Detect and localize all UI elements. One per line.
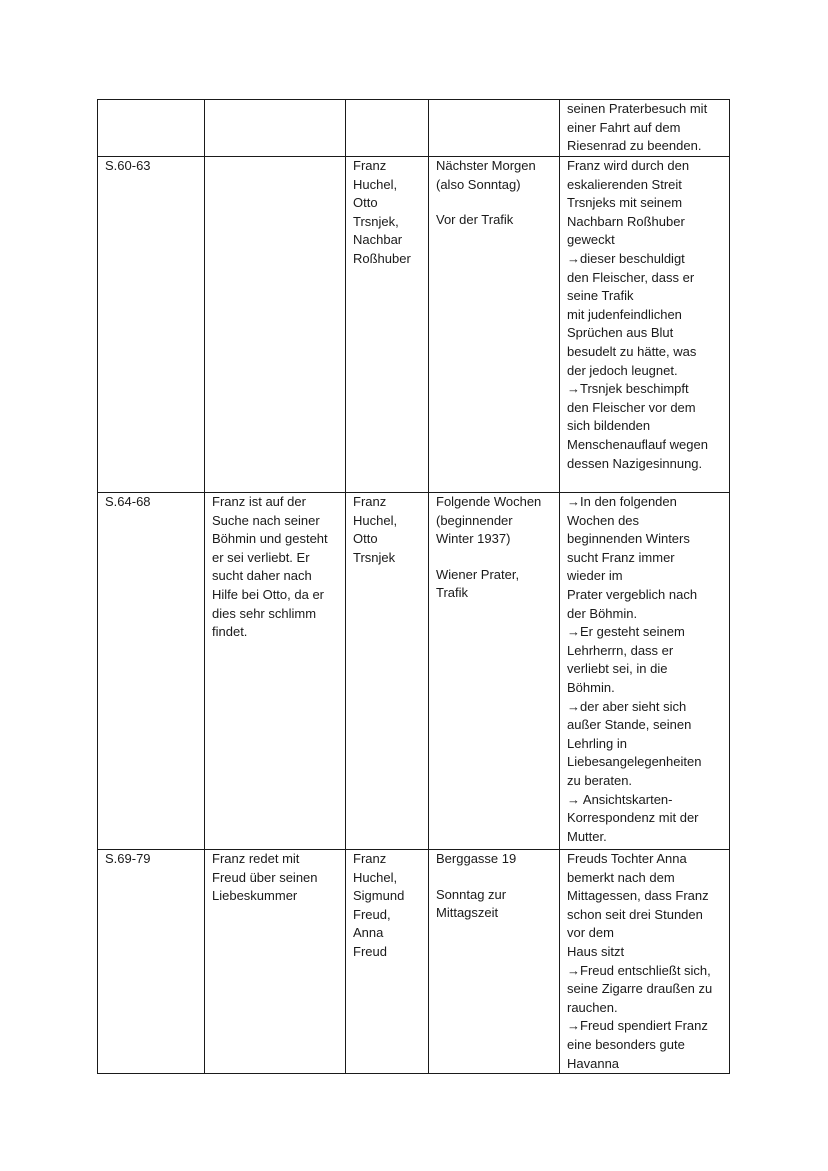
cell-line: Korrespondenz mit der [567,810,699,826]
cell-line: Roßhuber [353,250,411,266]
cell-line: Nächster Morgen [436,158,536,173]
cell-line: Mittagszeit [436,905,499,921]
cell-line: Trsnjek [353,549,396,565]
cell-line: Otto [353,531,378,547]
page-range: S.64-68 [105,494,151,509]
cell-details [560,100,730,157]
cell-line: Nachbarn Roßhuber [567,213,685,229]
cell-line: seine Trafik [567,288,634,304]
cell-line: mit judenfeindlichen [567,306,682,322]
cell-line: Sigmund [353,888,405,904]
cell-line: Franz wird durch den [567,158,690,173]
cell-line: →der aber sieht sich [567,698,687,714]
cell-line: geweckt [567,232,615,248]
cell-line: Freud [353,943,387,959]
cell-line: bemerkt nach dem [567,869,675,885]
cell-line: Franz ist auf der [212,494,306,509]
cell-details [560,157,730,493]
cell-line: Berggasse 19 [436,851,517,866]
cell-line: Liebesangelegenheiten [567,754,702,770]
cell-line: Franz [353,851,387,866]
cell-page [98,493,205,850]
cell-line: sucht daher nach [212,568,312,584]
cell-line: außer Stande, seinen [567,717,692,733]
cell-line: →Freud spendiert Franz [567,1018,708,1034]
cell-line: Otto [353,195,378,211]
cell-time-place [429,157,560,493]
cell-line: der Böhmin. [567,605,638,621]
cell-line: →Er gesteht seinem [567,624,685,640]
cell-summary [205,493,346,850]
cell-line: Sprüchen aus Blut [567,325,674,341]
cell-line: Franz [353,158,387,173]
cell-line: →In den folgenden [567,494,677,509]
cell-line: den Fleischer, dass er [567,269,695,285]
cell-line: Freuds Tochter Anna [567,851,687,866]
cell-line: Trsnjek, [353,213,399,229]
cell-line: sich bildenden [567,418,651,434]
table-row [98,493,730,850]
cell-line: Huchel, [353,869,398,885]
cell-line: Mittagessen, dass Franz [567,888,709,904]
summary-table [97,99,730,1074]
cell-line: vor dem [567,925,614,941]
cell-line: zu beraten. [567,772,633,788]
cell-line: Trsnjeks mit seinem [567,195,683,211]
cell-line: Franz redet mit [212,851,300,866]
cell-line: besudelt zu hätte, was [567,343,697,359]
cell-characters [346,157,429,493]
line-gap [436,869,553,886]
cell-page [98,100,205,157]
cell-line: Menschenauflauf wegen [567,436,708,452]
cell-line: den Fleischer vor dem [567,399,696,415]
cell-line: findet. [212,624,248,640]
cell-page [98,157,205,493]
cell-line: Trafik [436,585,469,601]
cell-details [560,493,730,850]
cell-line: dessen Nazigesinnung. [567,455,703,471]
cell-line: Huchel, [353,512,398,528]
cell-line: Prater vergeblich nach [567,586,698,602]
cell-line: einer Fahrt auf dem [567,119,681,135]
cell-line: Suche nach seiner [212,512,320,528]
cell-characters [346,100,429,157]
cell-line: Böhmin. [567,679,615,695]
cell-line: Folgende Wochen [436,494,542,509]
line-gap [436,194,553,211]
cell-line: seinen Praterbesuch mit [567,101,708,116]
cell-line: Havanna [567,1055,620,1071]
table-row [98,157,730,493]
cell-summary [205,157,346,493]
cell-line: Franz [353,494,387,509]
cell-characters [346,493,429,850]
cell-line: → Ansichtskarten- [567,791,673,807]
cell-line: dies sehr schlimm [212,605,317,621]
cell-line: Wiener Prater, [436,566,520,582]
cell-line: →Trsnjek beschimpft [567,381,689,397]
cell-line: (beginnender [436,512,513,528]
cell-line: Freud über seinen [212,869,318,885]
cell-time-place [429,850,560,1074]
cell-line: Winter 1937) [436,531,511,547]
cell-line: Sonntag zur [436,886,507,902]
cell-summary [205,850,346,1074]
cell-line: der jedoch leugnet. [567,362,678,378]
cell-line: Huchel, [353,176,398,192]
cell-line: sucht Franz immer [567,549,675,565]
table-row [98,850,730,1074]
cell-line: Hilfe bei Otto, da er [212,586,324,602]
cell-line: er sei verliebt. Er [212,549,310,565]
page-range: S.60-63 [105,158,151,173]
cell-line: →Freud entschließt sich, [567,962,711,978]
cell-line: Böhmin und gesteht [212,531,328,547]
cell-line: wieder im [567,568,623,584]
cell-line: →dieser beschuldigt [567,250,685,266]
page-range: S.69-79 [105,851,151,866]
cell-details [560,850,730,1074]
cell-line: Haus sitzt [567,943,625,959]
cell-line: beginnenden Winters [567,531,690,547]
table-row [98,100,730,157]
cell-line: Nachbar [353,232,403,248]
cell-line: Freud, [353,906,391,922]
cell-line: (also Sonntag) [436,176,521,192]
cell-line: Lehrling in [567,735,627,751]
cell-time-place [429,493,560,850]
cell-line: Liebeskummer [212,888,298,904]
cell-line: eine besonders gute [567,1036,685,1052]
cell-line: eskalierenden Streit [567,176,682,192]
cell-line: schon seit drei Stunden [567,906,703,922]
cell-characters [346,850,429,1074]
cell-page [98,850,205,1074]
line-gap [436,549,553,566]
cell-line: Riesenrad zu beenden. [567,138,702,154]
cell-line: Vor der Trafik [436,212,514,228]
table-body [98,100,730,1074]
cell-line: Lehrherrn, dass er [567,642,674,658]
cell-line: Anna [353,925,384,941]
cell-summary [205,100,346,157]
cell-line: seine Zigarre draußen zu [567,981,713,997]
cell-line: Mutter. [567,828,607,844]
cell-time-place [429,100,560,157]
cell-line: verliebt sei, in die [567,661,668,677]
cell-line: rauchen. [567,999,618,1015]
cell-line: Wochen des [567,512,640,528]
